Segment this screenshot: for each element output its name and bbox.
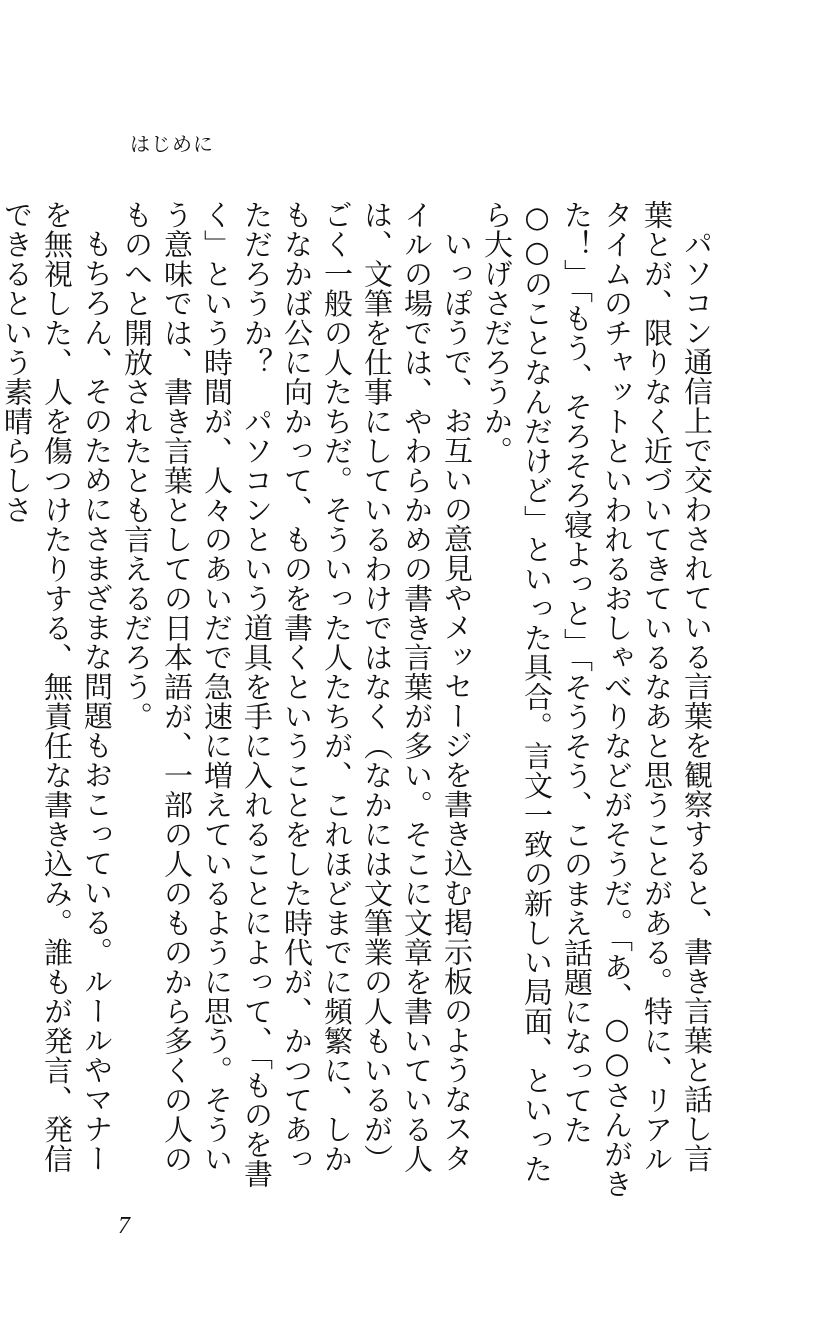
page-number: 7 (118, 1213, 130, 1239)
body-text (0, 200, 717, 1200)
paragraph-1: パソコン通信上で交わされている言葉を観察すると、書き言葉と話し言葉とが、限りなく近づいてきているなあと思うことがある。特に、リアルタイムのチャットといわれるおしゃべりなどがそうだ。「あ、○○さんがきた！」「もう、そろそろ寝よっと」「そうそう、このまえ話題になってた○○のことなんだけど」といった具合。言文一致の新しい局面、といったら大げさだろうか。 (480, 200, 714, 1199)
running-header: はじめに (130, 132, 214, 156)
paragraph-2: いっぽうで、お互いの意見やメッセージを書き込む掲示板のようなスタイルの場では、やわらかめの書き言葉が多い。そこに文章を書いている人は、文筆を仕事にしているわけではなく（なかには文筆業の人もいるが）ごく一般の人たちだ。そういった人たちが、これほどまでに頻繁に、しかもなかば公に向かって、ものを書くということをした時代が、かつてあっただろうか？ パソコンという道具を手に入れることによって、「ものを書く」という時間が、人々のあいだで急速に増えているように思う。そういう意味では、書き言葉としての日本語が、一部の人のものから多くの人のものへと開放されたとも言えるだろう。 (120, 200, 474, 1189)
paragraph-3: もちろん、そのためにさまざまな問題もおこっている。ルールやマナーを無視した、人を傷つけたりする、無責任な書き込み。誰もが発言、発信できるという素晴らしさ (0, 200, 114, 1174)
